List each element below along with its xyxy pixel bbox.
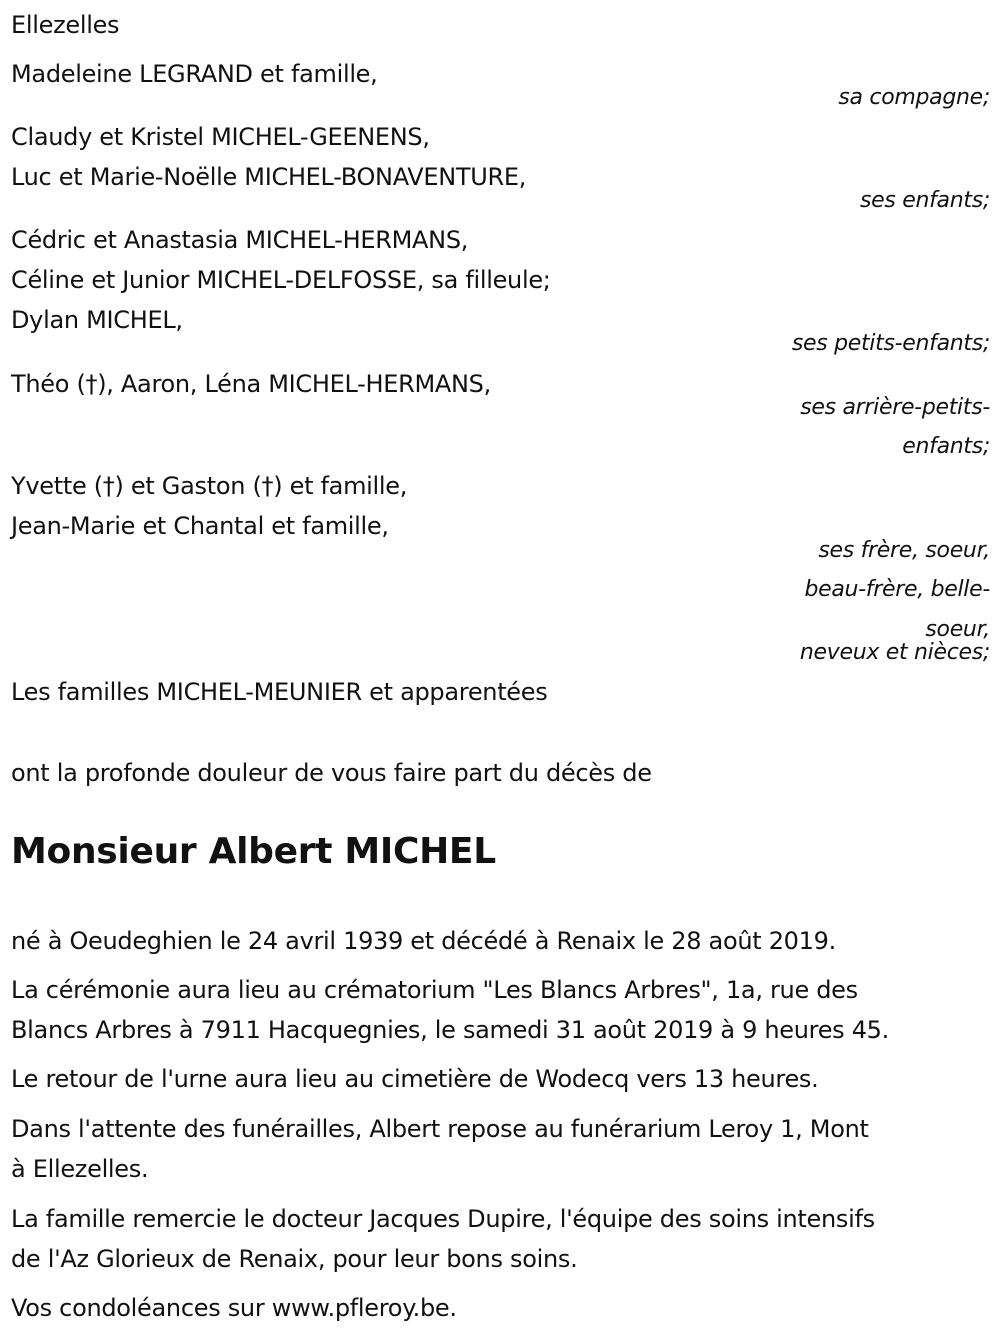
paragraph: Dans l'attente des funérailles, Albert repose au funérarium Leroy 1, Mont (11, 1115, 869, 1143)
family-role: sa compagne; (838, 85, 990, 110)
family-line: Dylan MICHEL, (11, 306, 183, 334)
deceased-name: Monsieur Albert MICHEL (11, 831, 496, 872)
family-role: ses arrière-petits- (800, 395, 990, 420)
family-line: Les familles MICHEL-MEUNIER et apparentées (11, 678, 548, 706)
family-role: beau-frère, belle- (804, 577, 990, 602)
family-role: ses frère, soeur, (818, 538, 990, 563)
condolences-link-text: Vos condoléances sur www.pfleroy.be. (11, 1294, 457, 1322)
family-role: soeur, (925, 617, 990, 642)
location: Ellezelles (11, 11, 120, 39)
paragraph: La cérémonie aura lieu au crématorium "Les Blancs Arbres", 1a, rue des (11, 976, 858, 1004)
family-role: enfants; (902, 434, 990, 459)
family-role: ses enfants; (859, 188, 990, 213)
paragraph: à Ellezelles. (11, 1155, 149, 1183)
paragraph: La famille remercie le docteur Jacques Dupire, l'équipe des soins intensifs (11, 1205, 875, 1233)
paragraph: Le retour de l'urne aura lieu au cimetière de Wodecq vers 13 heures. (11, 1065, 819, 1093)
family-line: Jean-Marie et Chantal et famille, (11, 512, 389, 540)
family-line: Claudy et Kristel MICHEL-GEENENS, (11, 123, 430, 151)
paragraph: Blancs Arbres à 7911 Hacquegnies, le samedi 31 août 2019 à 9 heures 45. (11, 1016, 889, 1044)
paragraph: né à Oeudeghien le 24 avril 1939 et décédé à Renaix le 28 août 2019. (11, 927, 836, 955)
family-role: ses petits-enfants; (791, 331, 990, 356)
family-line: Madeleine LEGRAND et famille, (11, 60, 378, 88)
family-line: Cédric et Anastasia MICHEL-HERMANS, (11, 226, 469, 254)
family-line: Céline et Junior MICHEL-DELFOSSE, sa filleule; (11, 266, 551, 294)
family-role: neveux et nièces; (799, 640, 990, 665)
family-line: Théo (†), Aaron, Léna MICHEL-HERMANS, (11, 370, 491, 398)
family-line: Yvette (†) et Gaston (†) et famille, (11, 472, 408, 500)
announcement: ont la profonde douleur de vous faire part du décès de (11, 759, 652, 787)
paragraph: de l'Az Glorieux de Renaix, pour leur bons soins. (11, 1245, 578, 1273)
family-line: Luc et Marie-Noëlle MICHEL-BONAVENTURE, (11, 163, 527, 191)
